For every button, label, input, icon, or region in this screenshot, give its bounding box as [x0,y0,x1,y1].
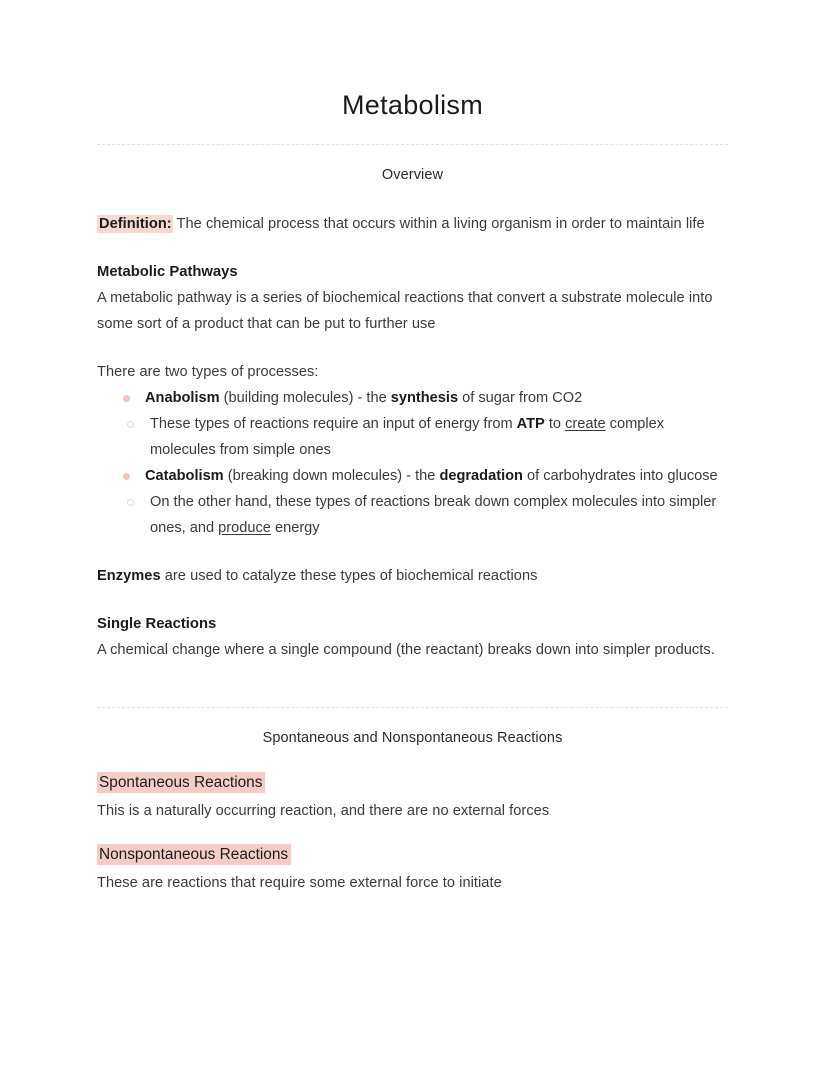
spontaneous-paragraph: This is a naturally occurring reaction, and there are no external forces [97,803,550,820]
catabolism-text-1: (breaking down molecules) - the [223,468,440,485]
term-anabolism: Anabolism [145,390,220,407]
catabolism-detail-1: On the other hand, these types of reactions break down complex molecules into simpler ones, and [150,494,717,537]
definition-paragraph [97,211,728,237]
list-item-catabolism-detail [150,489,728,541]
sublist-anabolism [97,411,728,463]
section-heading-spontaneous: Spontaneous and Nonspontaneous Reactions [262,730,563,747]
bullet-dot-icon [123,395,130,402]
definition-label: Definition: [99,216,172,233]
nonspontaneous-paragraph: These are reactions that require some external force to initiate [97,875,502,892]
list-item-catabolism [145,463,728,489]
definition-text: The chemical process that occurs within a living organism in order to maintain life [172,216,705,233]
term-synthesis: synthesis [390,390,459,407]
anabolism-text-1: (building molecules) - the [219,390,391,407]
process-list-catabolism [97,463,728,489]
term-create: create [565,416,606,433]
enzymes-paragraph [97,563,728,589]
enzymes-text: are used to catalyze these types of biochemical reactions [160,568,538,585]
catabolism-detail-2: energy [270,520,320,537]
anabolism-detail-1: These types of reactions require an input of energy from [150,416,517,433]
list-item-anabolism-detail [150,411,728,463]
section-heading-overview: Overview [381,167,444,184]
term-atp: ATP [516,416,545,433]
bullet-dot-icon [123,473,130,480]
page-title: Metabolism [341,90,484,120]
term-enzymes: Enzymes [97,568,161,585]
subheading-metabolic-pathways: Metabolic Pathways [97,264,238,281]
bullet-circle-icon [127,499,134,506]
document-content [97,0,728,896]
processes-intro: There are two types of processes: [97,364,319,381]
list-item-anabolism [145,385,728,411]
term-degradation: degradation [439,468,523,485]
single-reactions-paragraph: A chemical change where a single compound (the reactant) breaks down into simpler products. [97,642,715,659]
metabolic-pathways-paragraph: A metabolic pathway is a series of biochemical reactions that convert a substrate molecule into some sort of a product that can be put to further use [97,290,713,333]
anabolism-detail-2: to [544,416,566,433]
anabolism-text-2: of sugar from CO2 [458,390,583,407]
heading-block-nonspontaneous [97,846,728,864]
heading-spontaneous-reactions: Spontaneous Reactions [97,772,265,793]
heading-block-spontaneous [97,774,728,792]
subheading-single-reactions: Single Reactions [97,616,217,633]
heading-nonspontaneous-reactions: Nonspontaneous Reactions [97,844,291,865]
bullet-circle-icon [127,421,134,428]
term-catabolism: Catabolism [145,468,224,485]
catabolism-text-2: of carbohydrates into glucose [522,468,718,485]
anabolism-detail-3: complex molecules from simple ones [150,416,665,459]
sublist-catabolism [97,489,728,541]
term-produce: produce [218,520,271,537]
process-list-anabolism [97,385,728,411]
